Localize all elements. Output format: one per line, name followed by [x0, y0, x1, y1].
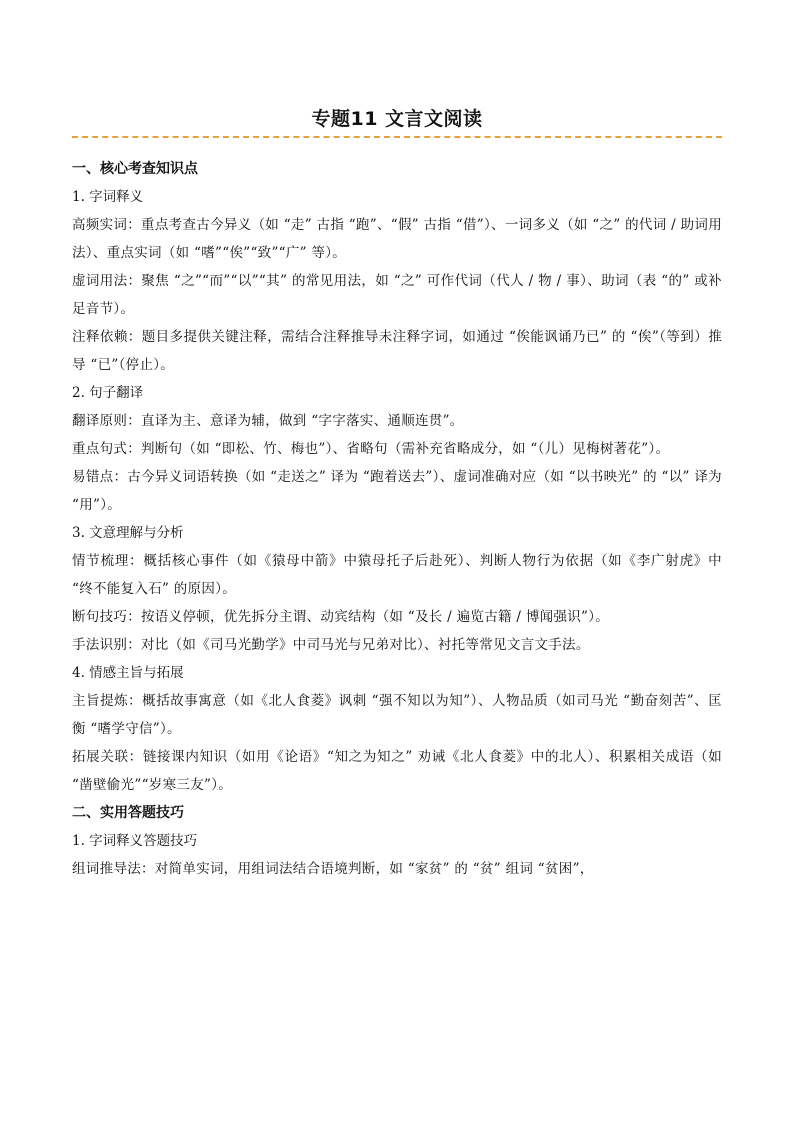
paragraph: 手法识别：对比（如《司马光勤学》中司马光与兄弟对比）、衬托等常见文言文手法。 [72, 637, 590, 653]
section-core-knowledge [72, 155, 722, 799]
paragraph: 高频实词：重点考查古今异义（如 “走” 古指 “跑”、“假” 古指 “借”）、一词多义（如 “之” 的代词 / 助词用法）、重点实词（如 “嗜”“俟”“致”“广” 等）。 [72, 217, 722, 261]
paragraph: 主旨提炼：概括故事寓意（如《北人食菱》讽刺 “强不知以为知”）、人物品质（如司马光 “勤奋刻苦”、匡衡 “嗜学守信”）。 [72, 693, 722, 737]
paragraph: 翻译原则：直译为主、意译为辅，做到 “字字落实、通顺连贯”。 [72, 413, 464, 429]
subsection-word-meaning-techniques [72, 827, 722, 883]
paragraph: 组词推导法：对简单实词，用组词法结合语境判断，如 “家贫” 的 “贫” 组词 “贫困”， [72, 861, 594, 877]
section-answer-techniques [72, 799, 722, 883]
subsection-heading: 2. 句子翻译 [72, 385, 144, 401]
title-divider [72, 136, 722, 138]
paragraph: 虚词用法：聚焦 “之”“而”“以”“其” 的常见用法，如 “之” 可作代词（代人 / 物 / 事）、助词（表 “的” 或补足音节）。 [72, 273, 722, 317]
section-heading: 一、核心考查知识点 [72, 161, 198, 177]
paragraph: 注释依赖：题目多提供关键注释，需结合注释推导未注释字词，如通过 “俟能讽诵乃已” 的 “俟”（等到）推导 “已”（停止）。 [72, 329, 722, 373]
subsection-sentence-translation [72, 379, 722, 519]
paragraph: 拓展关联：链接课内知识（如用《论语》“知之为知之” 劝诫《北人食菱》中的北人）、积累相关成语（如 “凿壁偷光”“岁寒三友”）。 [72, 749, 722, 793]
paragraph: 断句技巧：按语义停顿，优先拆分主谓、动宾结构（如 “及长 / 遍览古籍 / 博闻强识”）。 [72, 609, 610, 625]
subsection-text-understanding [72, 519, 722, 659]
document-body [72, 155, 722, 883]
section-heading: 二、实用答题技巧 [72, 805, 184, 821]
paragraph: 易错点：古今异义词语转换（如 “走送之” 译为 “跑着送去”）、虚词准确对应（如 “以书映光” 的 “以” 译为 “用”）。 [72, 469, 722, 513]
subsection-heading: 1. 字词释义答题技巧 [72, 833, 198, 849]
page-title: 专题11 文言文阅读 [311, 108, 483, 130]
subsection-theme-extension [72, 659, 722, 799]
subsection-heading: 3. 文意理解与分析 [72, 525, 184, 541]
subsection-heading: 1. 字词释义 [72, 189, 144, 205]
subsection-word-meaning [72, 183, 722, 379]
subsection-heading: 4. 情感主旨与拓展 [72, 665, 184, 681]
paragraph: 重点句式：判断句（如 “即松、竹、梅也”）、省略句（需补充省略成分，如 “（儿）见梅树著花”）。 [72, 441, 670, 457]
paragraph: 情节梳理：概括核心事件（如《猿母中箭》中猿母托子后赴死）、判断人物行为依据（如《李广射虎》中 “终不能复入石” 的原因）。 [72, 553, 722, 597]
